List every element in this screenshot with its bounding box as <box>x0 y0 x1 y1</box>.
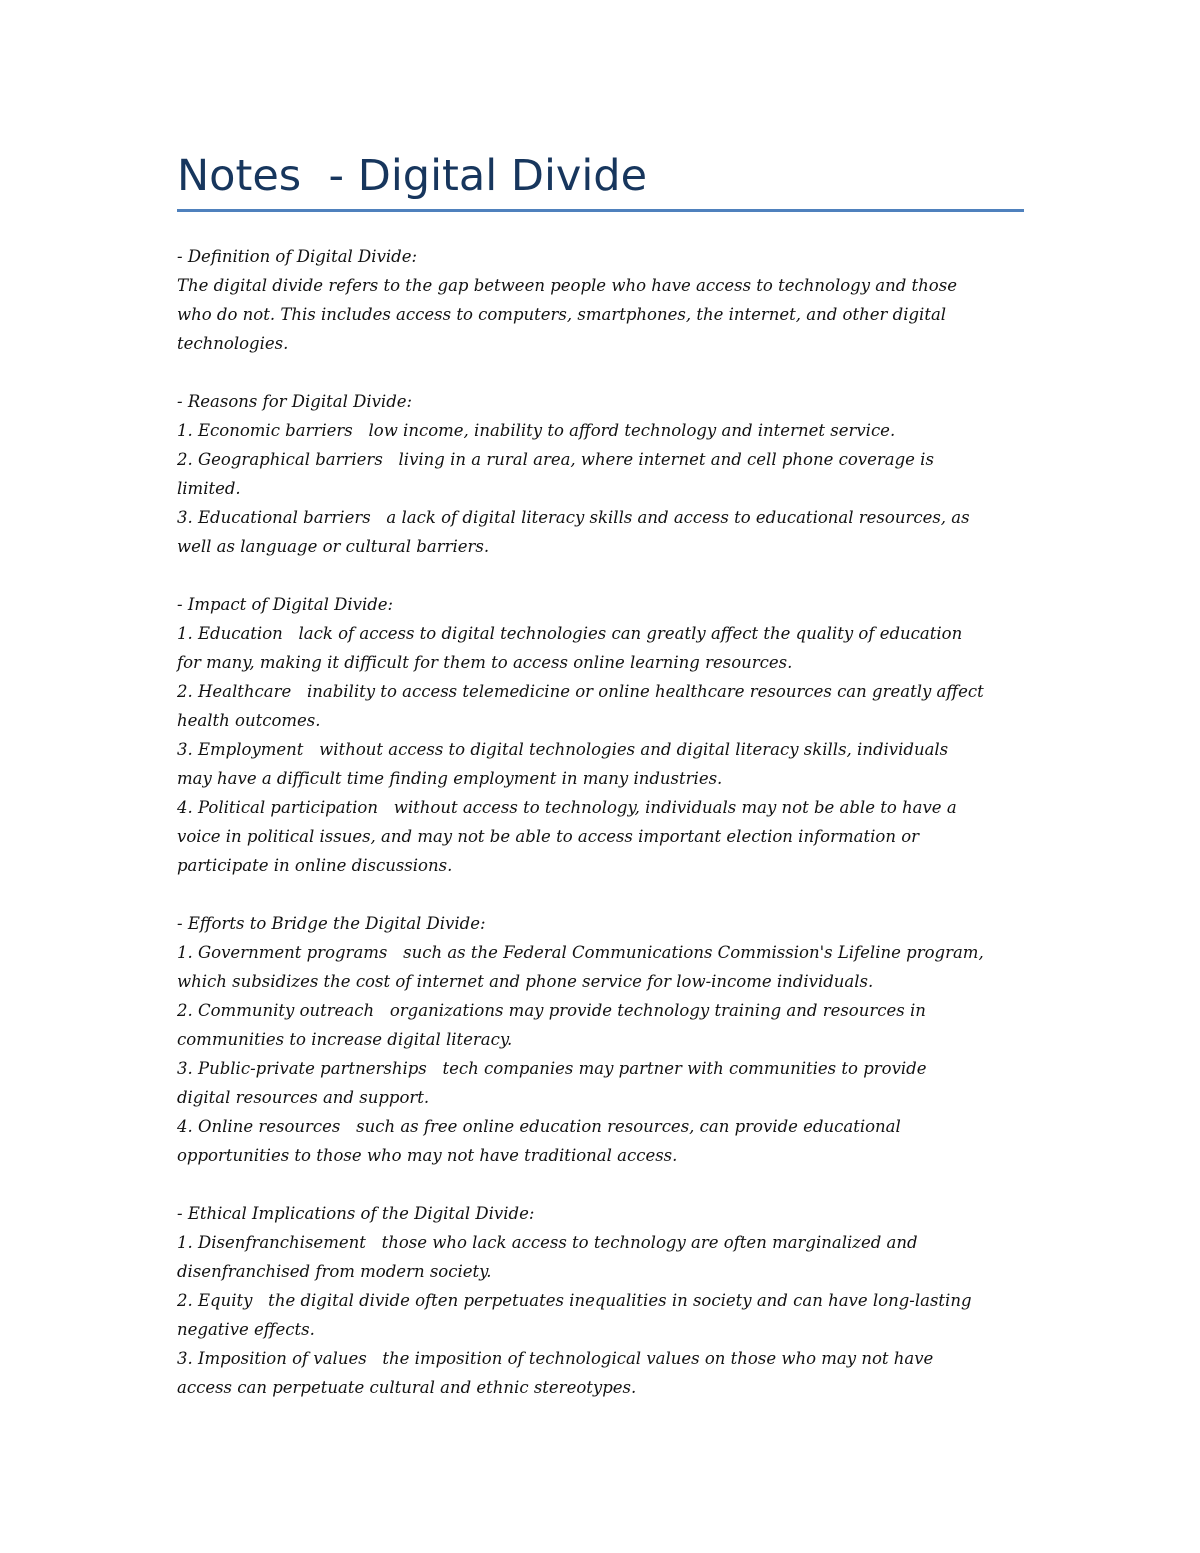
text-line: disenfranchised from modern society. <box>177 1262 492 1281</box>
text-line: 3. Imposition of values the imposition of technological values on those who may not have <box>177 1349 934 1368</box>
text-line: digital resources and support. <box>177 1088 430 1107</box>
document-body <box>177 242 1037 1402</box>
section-heading: - Definition of Digital Divide: <box>177 247 418 266</box>
text-line: access can perpetuate cultural and ethnic stereotypes. <box>177 1378 637 1397</box>
text-line: limited. <box>177 479 241 498</box>
text-line: The digital divide refers to the gap between people who have access to technology and those <box>177 276 957 295</box>
text-line: 2. Geographical barriers living in a rural area, where internet and cell phone coverage is <box>177 450 934 469</box>
text-line: 4. Online resources such as free online education resources, can provide educational <box>177 1117 901 1136</box>
blank-line <box>177 358 1037 387</box>
section-heading: - Impact of Digital Divide: <box>177 595 394 614</box>
text-line: which subsidizes the cost of internet and phone service for low-income individuals. <box>177 972 874 991</box>
text-line: participate in online discussions. <box>177 856 453 875</box>
text-line: health outcomes. <box>177 711 321 730</box>
text-line: 1. Education lack of access to digital technologies can greatly affect the quality of education <box>177 624 963 643</box>
text-line: 2. Healthcare inability to access telemedicine or online healthcare resources can greatly affect <box>177 682 984 701</box>
section-heading: - Ethical Implications of the Digital Divide: <box>177 1204 535 1223</box>
text-line: 4. Political participation without access to technology, individuals may not be able to have a <box>177 798 957 817</box>
text-line: who do not. This includes access to computers, smartphones, the internet, and other digital <box>177 305 947 324</box>
text-line: 3. Employment without access to digital technologies and digital literacy skills, individuals <box>177 740 949 759</box>
text-line: for many, making it difficult for them to access online learning resources. <box>177 653 793 672</box>
title-underline <box>177 209 1024 212</box>
text-line: 2. Community outreach organizations may provide technology training and resources in <box>177 1001 926 1020</box>
text-line: 2. Equity the digital divide often perpetuates inequalities in society and can have long-lasting <box>177 1291 972 1310</box>
text-line: 3. Public-private partnerships tech companies may partner with communities to provide <box>177 1059 927 1078</box>
document-title: Notes - Digital Divide <box>177 151 648 201</box>
text-line: technologies. <box>177 334 289 353</box>
text-line: negative effects. <box>177 1320 315 1339</box>
text-line: communities to increase digital literacy. <box>177 1030 513 1049</box>
text-line: well as language or cultural barriers. <box>177 537 490 556</box>
blank-line <box>177 1170 1037 1199</box>
section-heading: - Efforts to Bridge the Digital Divide: <box>177 914 486 933</box>
text-line: 1. Disenfranchisement those who lack access to technology are often marginalized and <box>177 1233 918 1252</box>
text-line: voice in political issues, and may not be able to access important election information or <box>177 827 920 846</box>
text-line: opportunities to those who may not have traditional access. <box>177 1146 678 1165</box>
blank-line <box>177 880 1037 909</box>
text-line: may have a difficult time finding employment in many industries. <box>177 769 723 788</box>
text-line: 1. Economic barriers low income, inability to afford technology and internet service. <box>177 421 896 440</box>
text-line: 1. Government programs such as the Federal Communications Commission's Lifeline program, <box>177 943 984 962</box>
text-line: 3. Educational barriers a lack of digital literacy skills and access to educational resources, as <box>177 508 970 527</box>
blank-line <box>177 561 1037 590</box>
section-heading: - Reasons for Digital Divide: <box>177 392 413 411</box>
